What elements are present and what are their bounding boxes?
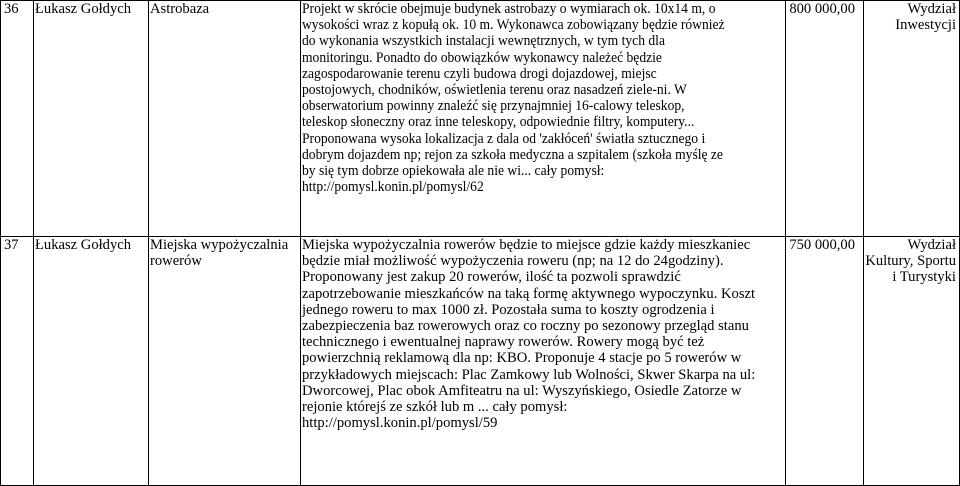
description-text: Miejska wypożyczalnia rowerów będzie to miejsce gdzie każdy mieszkaniec będzie miał możliwość wypożyczenia roweru (np; na 12 do 24godziny). Proponowany jest zakup 20 rowerów, ilość ta pozwoli sprawdzić zapotrzebowanie mieszkańców na taką formę aktywnego wypoczynku. Koszt jednego roweru to max 1000 zł. Pozostała suma to koszty ogrodzenia i zabezpieczenia baz rowerowych oraz co roczny po sezonowy przegląd stanu technicznego i ewentualnej naprawy rowerów. Rowery mogą być też powierzchnią reklamową dla np: KBO. Proponuje 4 stacje po 5 rowerów w przykładowych miejscach: Plac Zamkowy lub Wolności, Skwer Skarpa na ul: Dworcowej, Plac obok Amfiteatru na ul: Wyszyńskiego, Osiedle Zatorze w rejonie którejś ze szkół lub m ... cały pomysł: http://pomysl.konin.pl/pomysl/59 bbox=[302, 237, 756, 432]
description-cell bbox=[301, 237, 786, 486]
author-cell: Łukasz Gołdych bbox=[34, 1, 149, 237]
description-cell bbox=[301, 1, 786, 237]
project-name-cell: Astrobaza bbox=[149, 1, 301, 237]
project-name-cell: Miejska wypożyczalnia rowerów bbox=[149, 237, 301, 486]
row-number: 36 bbox=[1, 1, 34, 237]
author-cell: Łukasz Gołdych bbox=[34, 237, 149, 486]
table-row bbox=[1, 1, 960, 237]
description-text: Projekt w skrócie obejmuje budynek astrobazy o wymiarach ok. 10x14 m, o wysokości wraz z kopułą ok. 10 m. Wykonawca zobowiązany będzie również do wykonania wszystkich instalacji wewnętrznych, w tym tych dla monitoringu. Ponadto do obowiązków wykonawcy należeć będzie zagospodarowanie terenu czyli budowa drogi dojazdowej, miejsc postojowych, chodników, oświetlenia terenu oraz nasadzeń ziele-ni. W obserwatorium powinny znaleźć się przynajmniej 16-calowy teleskop, teleskop słoneczny oraz inne teleskopy, odpowiednie filtry, komputery... Proponowana wysoka lokalizacja z dala od 'zakłóceń' światła sztucznego i dobrym dojazdem np; rejon za szkoła medyczna a szpitalem (szkoła myślę ze by się tym dobrze opiekowała ale nie wi... cały pomysł: http://pomysl.konin.pl/pomysl/62 bbox=[302, 1, 725, 196]
table-row bbox=[1, 237, 960, 486]
row-number: 37 bbox=[1, 237, 34, 486]
amount-cell: 800 000,00 bbox=[786, 1, 864, 237]
amount-cell: 750 000,00 bbox=[786, 237, 864, 486]
department-cell: Wydział Inwestycji bbox=[864, 1, 960, 237]
department-cell: Wydział Kultury, Sportu i Turystyki bbox=[864, 237, 960, 486]
